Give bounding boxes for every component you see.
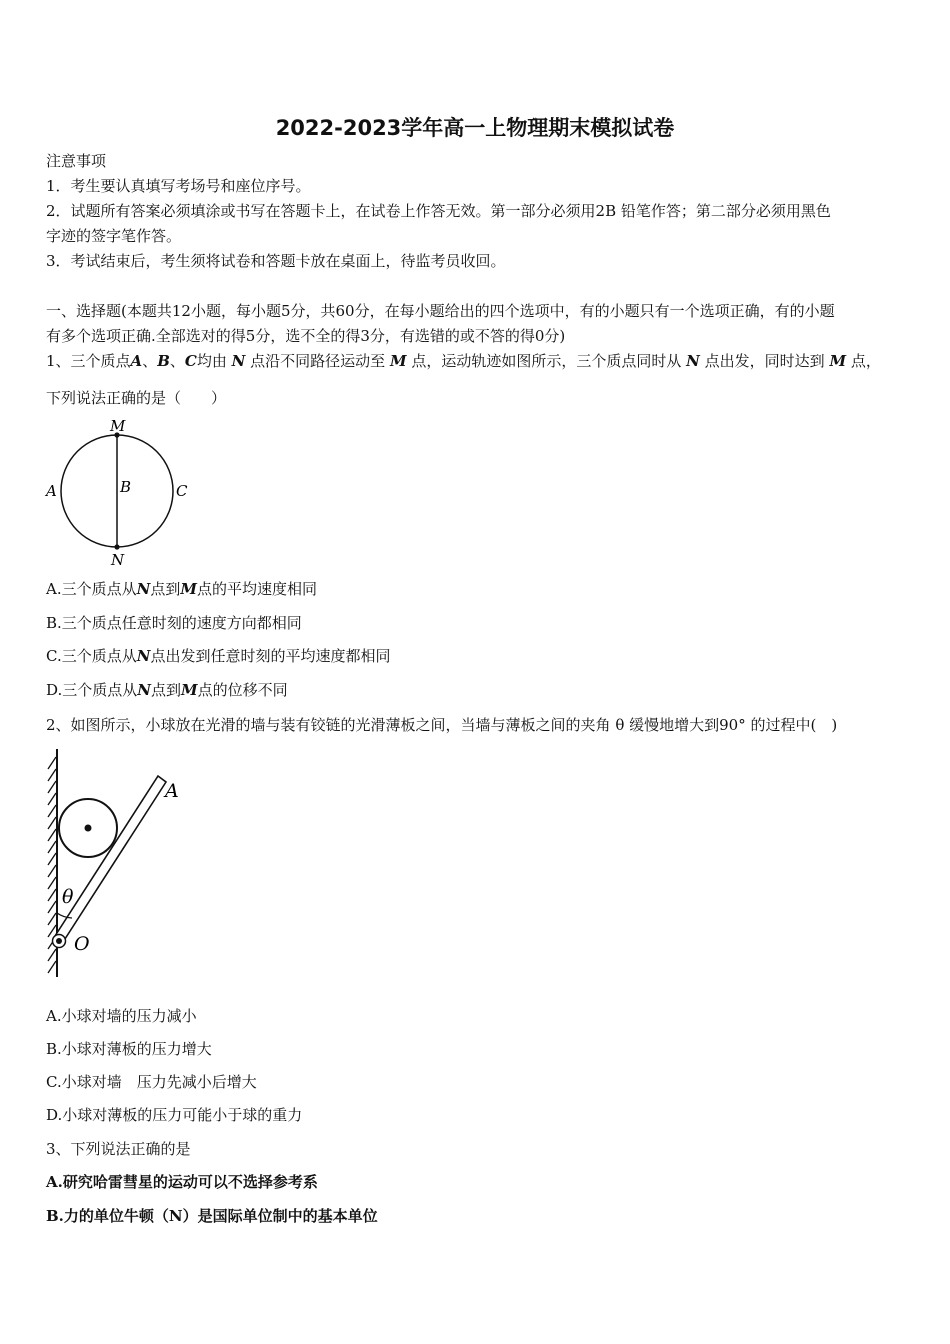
- option-var-m: M: [180, 580, 197, 598]
- notice-item-1: 1．考生要认真填写考场号和座位序号。: [46, 177, 311, 195]
- q2-wall-board-figure: [40, 745, 200, 985]
- option-text: 点的位移不同: [197, 681, 288, 699]
- q1-var-n: N: [231, 352, 246, 370]
- q1-var-n: N: [686, 352, 700, 370]
- q3-stem: 3、下列说法正确的是: [46, 1140, 191, 1158]
- thin-board: [55, 776, 166, 942]
- q1-text: 、: [169, 352, 185, 370]
- option-text: 点到: [150, 580, 181, 598]
- page-title: 2022-2023学年高一上物理期末模拟试卷: [275, 116, 675, 140]
- q1-text: 点，: [850, 352, 881, 370]
- q1-var-m: M: [829, 352, 847, 370]
- q3-option-b: B.力的单位牛顿（N）是国际单位制中的基本单位: [46, 1207, 378, 1225]
- point-n-dot: [114, 544, 119, 549]
- label-theta: θ: [62, 886, 74, 908]
- q3-option-a: A.研究哈雷彗星的运动可以不选择参考系: [46, 1173, 318, 1191]
- q1-text: 点沿不同路径运动至: [250, 352, 386, 370]
- option-var-n: N: [137, 681, 151, 699]
- notice-item-3: 3．考试结束后，考生须将试卷和答题卡放在桌面上，待监考员收回。: [46, 252, 506, 270]
- notice-heading: 注意事项: [46, 152, 107, 170]
- q1-text: 、: [142, 352, 158, 370]
- label-n: N: [111, 551, 125, 569]
- option-text: D.三个质点从: [46, 681, 138, 699]
- section-heading-line1: 一、选择题(本题共12小题，每小题5分，共60分，在每小题给出的四个选项中，有的小题只有一个选项正确，有的小题: [46, 302, 835, 320]
- q1-var-b: B: [157, 352, 170, 370]
- label-c: C: [176, 482, 188, 500]
- q2-option-a: A.小球对墙的压力减小: [46, 1007, 197, 1025]
- option-var-n: N: [136, 580, 151, 598]
- label-hinge-o: O: [74, 933, 90, 955]
- option-var-m: M: [181, 681, 198, 699]
- option-text: C.三个质点从: [46, 647, 137, 665]
- q1-option-b: B.三个质点任意时刻的速度方向都相同: [46, 614, 302, 632]
- label-m: M: [110, 417, 126, 435]
- q1-text: 点，运动轨迹如图所示，三个质点同时从: [411, 352, 682, 370]
- q1-option-c: [46, 646, 390, 666]
- notice-item-2: 2．试题所有答案必须填涂或书写在答题卡上，在试卷上作答无效。第一部分必须用2B 铅笔作答；第二部分必须用黑色: [46, 202, 831, 220]
- q1-stem-line2: 下列说法正确的是（ ）: [46, 389, 227, 407]
- option-var-n: N: [136, 647, 151, 665]
- q1-text: 均由: [196, 352, 227, 370]
- q2-option-d: D.小球对薄板的压力可能小于球的重力: [46, 1106, 303, 1124]
- q2-stem: 2、如图所示，小球放在光滑的墙与装有铰链的光滑薄板之间，当墙与薄板之间的夹角 θ 缓慢地增大到90° 的过程中( ): [46, 716, 838, 734]
- q2-option-c: C.小球对墙 压力先减小后增大: [46, 1073, 257, 1091]
- label-a: A: [46, 482, 57, 500]
- ball-center-dot: [85, 825, 92, 832]
- label-b: B: [120, 478, 132, 496]
- q1-text: 点出发，同时达到: [704, 352, 825, 370]
- q1-stem-line1: [46, 351, 881, 371]
- label-board-a: A: [165, 780, 179, 802]
- q1-var-m: M: [389, 352, 407, 370]
- section-heading-line2: 有多个选项正确.全部选对的得5分，选不全的得3分，有选错的或不答的得0分): [46, 327, 566, 345]
- q2-option-b: B.小球对薄板的压力增大: [46, 1040, 212, 1058]
- option-text: 点出发到任意时刻的平均速度都相同: [150, 647, 391, 665]
- q1-var-a: A: [130, 352, 143, 370]
- option-text: 点的平均速度相同: [196, 580, 317, 598]
- q1-text: 1、三个质点: [46, 352, 131, 370]
- option-text: A.三个质点从: [46, 580, 137, 598]
- q1-var-c: C: [184, 352, 197, 370]
- notice-item-2-cont: 字迹的签字笔作答。: [46, 227, 182, 245]
- q1-option-a: [46, 579, 317, 599]
- q1-circle-figure: [40, 414, 200, 574]
- q1-option-d: [46, 680, 288, 700]
- hinge-pin: [56, 938, 62, 944]
- option-text: 点到: [150, 681, 181, 699]
